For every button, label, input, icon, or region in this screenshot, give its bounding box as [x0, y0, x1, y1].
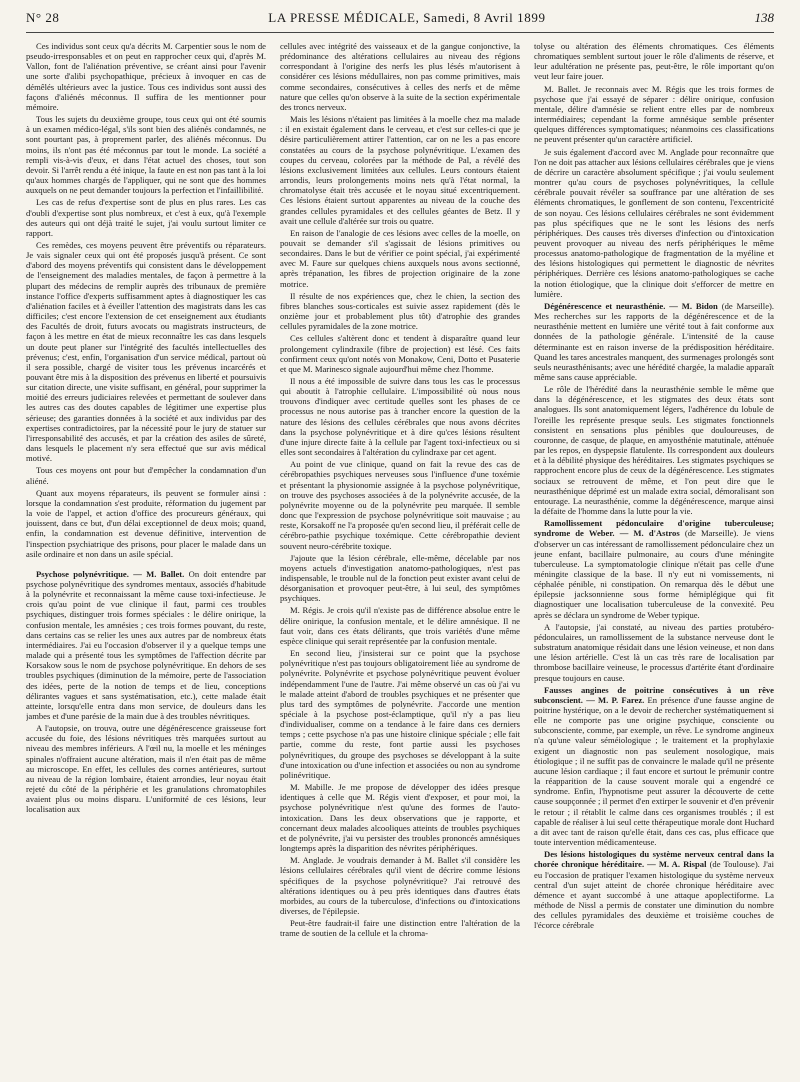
issue-number: N° 28 — [26, 10, 60, 25]
paragraph: Peut-être faudrait-il faire une distinction entre l'altération de la trame de soutien de la cellule et la chroma- — [280, 918, 520, 939]
section-text: En présence d'une fausse angine de poitrine hystérique, on a le devoir de rechercher systématiquement si elle ne comporte pas une origine psychique, consciente ou subconsciente, comme, par exemple, un rêve. Le syndrome angineux n'a qu'une valeur séméiologique ; le traitement et la prophylaxie exigent un diagnostic non pas seulement nosologique, mais étiologique ; il ne suffit pas de convaincre le malade qu'il ne présente aucune lésion cardiaque ; il faut encore et surtout le prémunir contre la réapparition de la cause souvent morale qui a engendré ce syndrome. Enfin, l'hypnotisme peut assurer la découverte de cette cause soupçonnée ; il permet d'en extirper le souvenir et d'en prévenir le retour ; il rétablit le calme dans ces organismes troublés ; il est capable de réaliser à lui seul cette thérapeutique morale dont Huchard a dit avec tant de raison qu'elle était, dans ces cas, plus efficace que toute intervention médicamenteuse. — [534, 694, 774, 848]
paragraph: Mais les lésions n'étaient pas limitées à la moelle chez ma malade : il en existait également dans le cerveau, et c'est sur celles-ci que je désire particulièrement attirer l'attention, car on ne les a pas encore constatées au cours de la psychose polynévritique. L'examen des coupes du cerveau, colorées par la méthode de Pal, a révélé des lésions exclusivement limitées aux cellules. Leurs contours étaient arrondis, leurs prolongements moins nets qu'à l'état normal, la chromatolyse était très accusée et le noyau situé excentriquement. Ces lésions étaient surtout apparentes au niveau de la couche des grandes cellules pyramidales et des cellules géantes de Betz. Il y avait une cellule d'altérée sur trois ou quatre. — [280, 114, 520, 226]
column-2 — [280, 41, 520, 1071]
paragraph: J'ajoute que la lésion cérébrale, elle-même, décelable par nos moyens actuels d'investigation anatomo-pathologiques, n'est pas indispensable, le trouble nul de la fonction peut exister avant celui de désorganisation et provoquer peut-être, à lui seul, des symptômes psychiques. — [280, 552, 520, 604]
paragraph: En raison de l'analogie de ces lésions avec celles de la moelle, on pouvait se demander s'il s'agissait de lésions primitives ou secondaires. Dans le but de vérifier ce point spécial, j'ai expérimenté avec M. Faure sur quelques chiens auxquels nous avons sectionné, après trépanation, les fibres de projection originaire de la zone motrice. — [280, 227, 520, 289]
section-title: Ramollissement pédonculaire d'origine tuberculeuse; syndrome de Weber. — [534, 518, 774, 539]
column-1 — [26, 41, 266, 1071]
paragraph: A l'autopsie, on trouva, outre une dégénérescence graisseuse fort accusée du foie, des lésions névritiques très marquées surtout au niveau des membres inférieurs. A l'œil nu, la moelle et les méninges spinales n'offraient aucune altération, mais il n'en était pas de même au microscope. En effet, les cellules des cornes antérieures, surtout au niveau de la région lombaire, étaient arrondies, leur noyau était rejeté du côté de la périphérie et les granulations chromatophiles avaient plus ou moins disparu. L'uniformité de ces lésions, leur localisation aux — [26, 723, 266, 815]
section-text: (de Toulouse). J'ai eu l'occasion de pratiquer l'examen histologique du système nerveux central d'un sujet atteint de chorée chronique héréditaire avec démence et ayant succombé à une attaque apoplectiforme. La méthode de Nissl a permis de constater une diminution du nombre des cellules pyramidales des deuxième et troisième couches de l'écorce cérébrale — [534, 859, 774, 931]
paragraph: Ces cellules s'altèrent donc et tendent à disparaître quand leur prolongement cylindraxile (fibre de projection) est lésé. Ces faits confirment ceux qu'ont notés von Monakow, Ceni, Dotto et Pusaterie et que M. Marinesco signale aujourd'hui même chez l'homme. — [280, 333, 520, 374]
paragraph: M. Régis. Je crois qu'il n'existe pas de différence absolue entre le délire onirique, la confusion mentale, et le délire amnésique. Il ne faut voir, dans ces états délirants, que trois variétés d'une même espèce clinique qui serait représentée par la confusion mentale. — [280, 605, 520, 646]
journal-title: LA PRESSE MÉDICALE, Samedi, 8 Avril 1899 — [268, 10, 546, 25]
section-title: Fausses angines de poitrine consécutives à un rêve subconscient. — [534, 684, 774, 705]
section-title: Psychose polynévritique. — [36, 568, 129, 579]
page-header — [26, 10, 774, 33]
paragraph: M. Anglade. Je voudrais demander à M. Ballet s'il considère les lésions cellulaires cérébrales qu'il vient de décrire comme lésions spécifiques de la psychose polynévritique? J'ai retrouvé des altérations identiques ou à peu près identiques dans d'autres états morbides, au cours de la tuberculose, d'infections ou d'intoxications diverses, de l'épilepsie. — [280, 855, 520, 916]
paragraph: Quant aux moyens réparateurs, ils peuvent se formuler ainsi : lorsque la condamnation s'est produite, réformation du jugement par la voie de l'appel, et action d'office des procureurs généraux, qui jouissent, dans ce but, d'un délai exceptionnel de deux mois; quand, enfin, la condamnation est devenue définitive, intervention de l'inspection psychiatrique des prisons, pour placer le malade dans un asile ordinaire et non dans un asile spécial. — [26, 487, 266, 559]
section-paragraph — [534, 301, 774, 382]
section-title: Dégénérescence et neurasthénie. — [544, 300, 666, 311]
page-number: 138 — [754, 10, 774, 25]
paragraph: Il résulte de nos expériences que, chez le chien, la section des fibres blanches sous-corticales est suivie assez rapidement (dès le onzième jour et probablement plus tôt) d'atrophie des grandes cellules pyramidales de la zone motrice. — [280, 290, 520, 332]
paragraph: En second lieu, j'insisterai sur ce point que la psychose polynévritique n'est pas toujours obligatoirement liée au syndrome de polynévrite. Polynévrite et psychose polynévritique peuvent évoluer indépendamment l'une de l'autre. J'ai même observé un cas où j'ai vu le malade atteint d'abord de troubles psychiques et ne présenter que plus tard des symptômes de polynévrite. J'accorde une mention spéciale à la psychose post-éclamptique, qu'il n'y a pas lieu d'individualiser, comme on a tendance à le faire dans ces derniers temps ; cette psychose n'a pas une histoire clinique spéciale ; elle fait partie, comme du reste, font partie aussi les psychoses polynévritiques, du groupe des psychoses se développant à la suite d'une intoxication ou d'une infection et associées ou non au syndrome polinévritique. — [280, 648, 520, 780]
section-author: — M. d'Astros — [619, 528, 680, 539]
paragraph: M. Ballet. Je reconnais avec M. Régis que les trois formes de psychose que j'ai essayé de séparer : délire onirique, confusion mentale, délire d'amnésie se relient entre elles par de nombreux intermédiaires; cependant la forme amnésique semble présenter quelques différences symptomatiques; néanmoins ces classifications ne peuvent présenter qu'un caractère artificiel. — [534, 83, 774, 145]
paragraph: M. Mabille. Je me propose de développer des idées presque identiques à celle que M. Régis vient d'exposer, et pour moi, la psychose polynévritique n'est qu'une des formes de l'auto-intoxication. Dans les deux observations que je rapporte, et concernant deux malades alcooliques atteints de troubles psychiques et de polynévrite, j'ai vu persister des troubles prononcés amnésiques longtemps après la disparition des névrites périphériques. — [280, 782, 520, 854]
paragraph: A l'autopsie, j'ai constaté, au niveau des parties protubéro-pédonculaires, un ramollissement de la substance nerveuse dont le substratum anatomique résidait dans une lésion veineuse, et non dans une lésion artérielle. C'est là un cas très rare de localisation par thrombose bacillaire veineuse, le processus d'artérite étant d'ordinaire presque toujours en cause. — [534, 621, 774, 683]
paragraph: Tous les sujets du deuxième groupe, tous ceux qui ont été soumis à un examen médico-légal, s'ils sont bien des aliénés condamnés, ne sont pourtant pas, à proprement parler, des aliénés méconnus. Du moins, ils n'ont pas été méconnus par tout le monde. La société a rempli vis-à-vis d'eux, et dans l'état actuel des choses, tout son devoir. Si l'arrêt rendu a été inique, la faute en est non pas tant à la loi qu'aux hommes chargés de l'appliquer, qui ne sont que des hommes auxquels on ne peut demander toujours la perfection et l'infaillibilité. — [26, 114, 266, 196]
section-author: — M. A. Rispal — [647, 859, 707, 870]
paragraph: Le rôle de l'hérédité dans la neurasthénie semble le même que dans la dégénérescence, et les stigmates des deux états sont analogues. Ils sont anatomiquement légers, l'adhérence du lobule de l'oreille les représente presque seuls. Les stigmates fonctionnels consistent en sensations plus pénibles que douloureuses, de couronne, de casque, de plaque, en amyosthénie matutinale, atténuée par les repos, en dyspepsie flatulente. Ils correspondent aux douleurs et à la débilité physique des héréditaires. Les stigmates psychiques se rapprochent encore plus de ceux de la dégénérescence. Les stigmates sociaux se retrouvent de même, et l'on peut dire que le neurasthénique déprimé est un malade extra social, démoralisant son entourage. La neurasthénie, comme la dégénérescence, marque ainsi la défaite de l'homme dans la lutte pour la vie. — [534, 384, 774, 517]
paragraph: Tous ces moyens ont pour but d'empêcher la condamnation d'un aliéné. — [26, 465, 266, 486]
paragraph: Les cas de refus d'expertise sont de plus en plus rares. Les cas d'oubli d'expertise sont plus nombreux, et c'est à eux, qu'à l'exemple des auteurs qui ont déjà traité le sujet, j'ai voulu surtout limiter ce rapport. — [26, 197, 266, 238]
section-text: On doit entendre par psychose polynévritique des syndromes mentaux, associés d'habitude à la polynévrite et reconnaissant la même cause toxi-infectieuse. Je crois qu'au point de vue clinique il faut, parmi ces troubles psychiques, distinguer trois formes spéciales : le délire onirique, la confusion mentale, les amnésies ; ces trois formes pouvant, du reste, dans certains cas se relier les unes aux autres par de nombreux états intermédiaires. J'ai eu l'occasion d'observer il y a quelque temps une malade qui a présenté tous les symptômes de l'affection décrite par Korsakow sous le nom de psychose polynévritique. En dehors de ses troubles psychiques (diminution de la mémoire, perte de l'association des idées, perte de la notion de temps et de lieu, conceptions délirantes vagues et sans systématisation, etc.), cette malade était atteinte, lorsqu'elle entra dans mon service, de douleurs dans les jambes et d'une parésie de la main due à des troubles névritiques. — [26, 568, 266, 721]
paragraph: Ces individus sont ceux qu'a décrits M. Carpentier sous le nom de pseudo-irresponsables et on peut en rapprocher ceux qui, d'après M. Vallon, font de l'aliénation préventive, se créant ainsi pour l'avenir une sorte d'alibi psychopathique, précieux à invoquer en cas de démêlés ultérieurs avec la justice. Tous ces individus sont aussi des façons d'aliénés méconnus. Il suffira de les mentionner pour mémoire. — [26, 41, 266, 112]
section-author: — M. Bidon — [669, 300, 718, 311]
text-columns — [26, 41, 774, 1071]
section-paragraph — [26, 569, 266, 721]
paragraph: Je suis également d'accord avec M. Anglade pour reconnaître que l'on ne doit pas attacher aux lésions cellulaires cérébrales que je viens de décrire un caractère absolument spécifique ; j'ai voulu seulement montrer qu'au cours de psychoses polynévritiques, la cellule cérébrale pouvait révéler sa souffrance par une altération de ses éléments chromatiques, le gonflement de son contenu, l'excentricité de son noyau. Ces lésions cellulaires cérébrales ne sont évidemment pas plus spécifiques que ne le sont les lésions des nerfs périphériques. Des causes très diverses d'infection ou d'intoxication peuvent provoquer au niveau des nerfs périphériques le même processus anatomo-pathologique de fragmentation de la myéline et des lésions histologiques qui permettent le diagnostic de névrites périphériques. Derrière ces lésions anatomo-pathologiques se cache la notion étiologique, que la clinique doit s'efforcer de mettre en lumière. — [534, 146, 774, 299]
column-3 — [534, 41, 774, 1071]
section-gap — [26, 561, 266, 569]
paragraph: tolyse ou altération des éléments chromatiques. Ces éléments chromatiques semblent surtout jouer le rôle d'aliments de réserve, et leur adultération ne présente pas, peut-être, le rôle important qu'on veut leur faire jouer. — [534, 41, 774, 82]
section-text: (de Marseille). Mes recherches sur les rapports de la dégénérescence et de la neurasthénie mettent en lumière une vérité tout à fait conforme aux données de la pathologie générale. L'intensité de la cause déterminante est en raison inverse de la prédisposition héréditaire. Quand les tares ancestrales manquent, des surmenages prolongés sont seuls neurasthénisants; avec une hérédité chargée, la maladie apparaît même sans cause appréciable. — [534, 300, 774, 382]
paragraph: Ces remèdes, ces moyens peuvent être préventifs ou réparateurs. Je vais signaler ceux qui ont été proposés jusqu'à présent. Ce sont d'abord des moyens préventifs qui consistent dans le développement de l'enseignement des maladies mentales, de façon à permettre à la plupart des médecins de remplir auprès des tribunaux de première instance l'office d'experts suffisamment aptes à diagnostiquer les cas d'aliénation faciles et à éveiller l'attention des magistrats dans les cas difficiles; c'est encore l'extension de cet enseignement aux étudiants des Facultés de droit, futurs avocats ou magistrats instructeurs, de façon à les mettre en état de mieux reconnaître les cas dans lesquels un doute peut planer sur l'intégrité des facultés intellectuelles des prévenus; c'est, enfin, l'organisation d'un service médical, partout où il sera possible, chargé de visiter tous les prévenus incarcérés et pouvant être mis à la disposition des prévenus en liberté et poursuivis sur citation directe, une visite suffisant, en général, pour supprimer la moitié des erreurs judiciaires relevées et permettant de soulever dans les autres cas des doutes capables de légitimer une expertise plus sérieuse; des garanties données à la société et aux individus par des expertises contradictoires, par la nécessité pour le jury de statuer sur l'irresponsabilité des accusés, et par la création des asiles de sûreté, dans lesquels le placement n'y sera effectué que sur avis médical motivé. — [26, 239, 266, 464]
section-paragraph — [534, 518, 774, 620]
section-title: Des lésions histologiques du système nerveux central dans la chorée chronique héréditaire. — [534, 849, 774, 870]
section-paragraph — [534, 685, 774, 848]
section-author: — M. P. Farez. — [586, 694, 645, 705]
paragraph: cellules avec intégrité des vaisseaux et de la gangue conjonctive, la prédominance des altérations cellulaires au niveau des régions correspondant à l'origine des nerfs les plus lésés m'autorisent à considérer ces lésions médullaires, non pas comme primitives, mais comme secondaires, consécutives à celles des nerfs et de même nature que celles qu'on observe à la suite de la section expérimentale des troncs nerveux. — [280, 41, 520, 112]
paragraph: Au point de vue clinique, quand on fait la revue des cas de cérébropathies psychiques nerveuses sous l'influence d'une toxémie et présentant la physionomie assignée à la psychose polynévritique, on trouve des psychoses associées à de la polynévrite accusée, de la polynévrite moyenne ou de la polynévrite peu marquée. Il semble donc que l'expression de psychose polynévritique soit mauvaise ; au reste, Korsakoff ne l'a proposée qu'en second lieu, il préférait celle de cérébro-pathie psychique toxémique. Cette cérébropathie devient souvent neuro-cérébrite toxique. — [280, 459, 520, 551]
section-paragraph — [534, 849, 774, 930]
section-author: — M. Ballet. — [133, 568, 185, 579]
paragraph: Il nous a été impossible de suivre dans tous les cas le processus qui aboutit à l'atrophie cellulaire. L'impossibilité où nous nous trouvons d'indiquer avec certitude quelles sont les phases de ce processus ne nous autorise pas à trancher encore la question de la nature des lésions des cellules cérébrales que nous avons décrites dans la psychose polynévritique et à dire qu'ces lésions résultent d'une injure directe faite à la cellule par l'agent toxi-infectieux ou si elles sont secondaires à l'altération du cylindraxe par cet agent. — [280, 376, 520, 458]
section-text: (de Marseille). Je viens d'observer un cas intéressant de ramollissement pédonculaire chez un jeune enfant, bacillaire pulmonaire, au cours d'une méningite tuberculeuse. La symptomatologie clinique n'était pas celle d'une méningite classique de la base. Il n'y eut ni vomissements, ni céphalée pénible, ni constipation. On remarqua dès le début une épilepsie jacksonnienne sous forme hémiplégique qui fit diagnostiquer une localisation tuberculeuse de la convexité. Peu après se déclara un syndrome de Weber typique. — [534, 528, 774, 620]
